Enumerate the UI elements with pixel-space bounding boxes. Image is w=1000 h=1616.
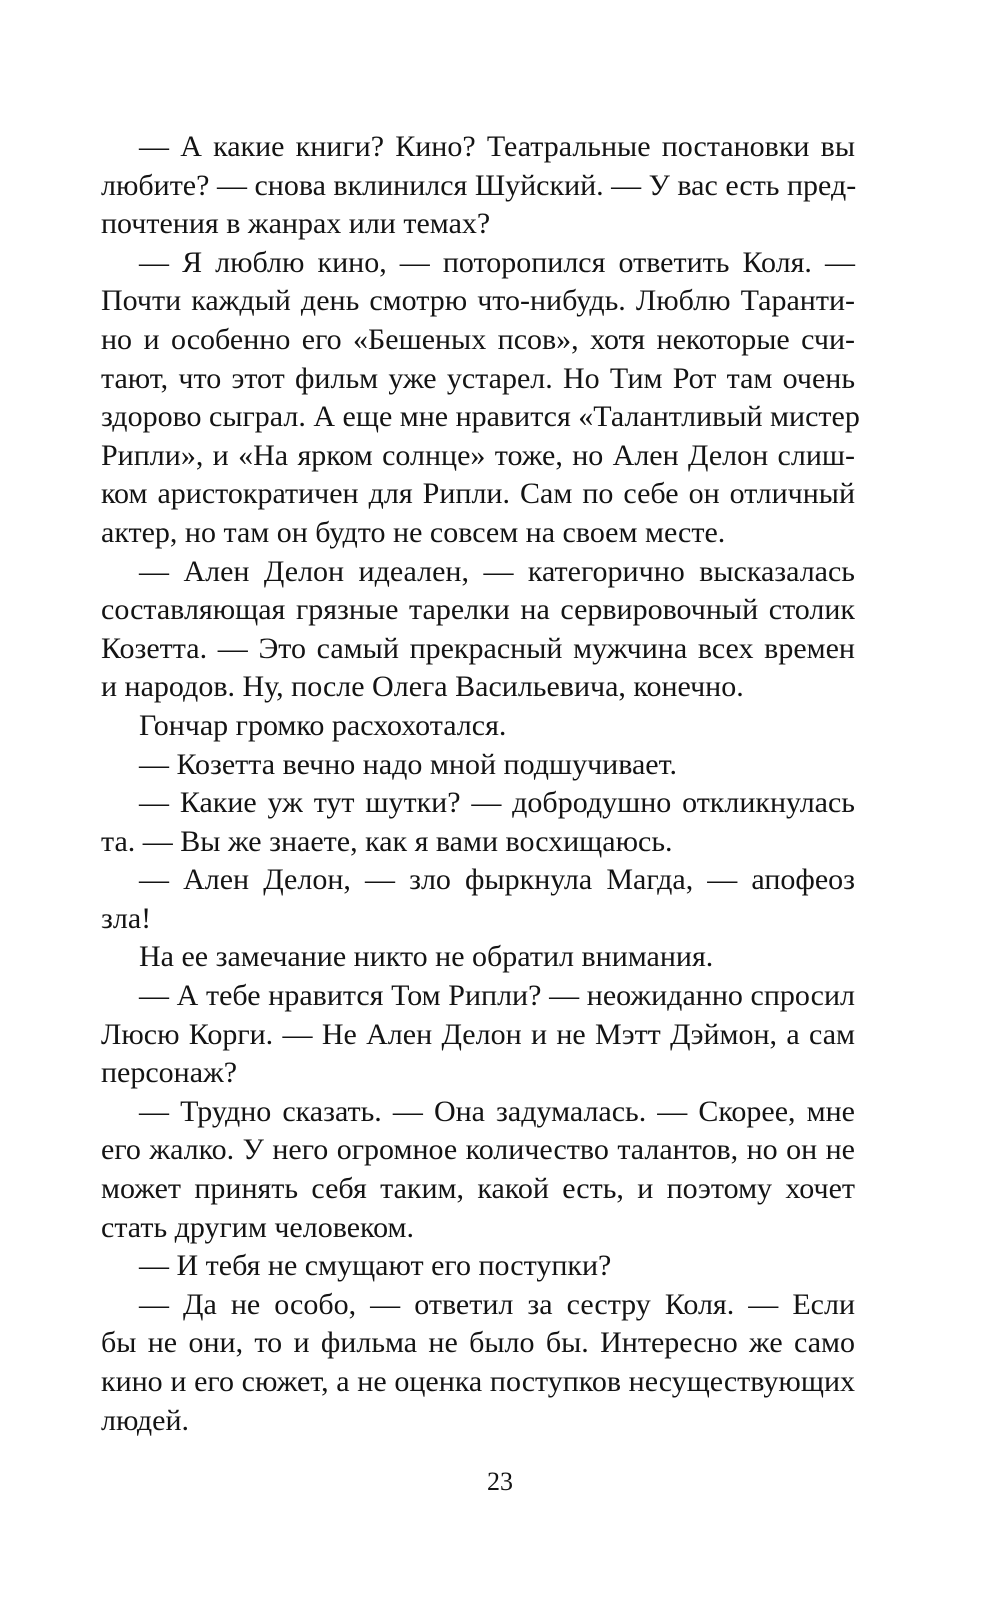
paragraph [101,938,855,977]
text-line: Почти каждый день смотрю что-нибудь. Люблю Таранти- [101,284,855,318]
text-line: актер, но там он будто не совсем на своем месте. [101,515,726,549]
paragraph [101,1247,855,1286]
text-line: — Какие уж тут шутки? — добродушно откликнулась [139,786,855,820]
text-line: составляющая грязные тарелки на сервировочный столик [101,593,855,627]
paragraph [101,707,855,746]
text-line: людей. [101,1403,189,1437]
paragraph [101,553,855,707]
text-line: — Да не особо, — ответил за сестру Коля. — Если [139,1287,855,1321]
text-line: — Ален Делон идеален, — категорично высказалась [139,554,855,588]
text-line: его жалко. У него огромное количество талантов, но он не [101,1133,855,1167]
text-line: та. — Вы же знаете, как я вами восхищаюсь. [101,824,673,858]
text-line: может принять себя таким, какой есть, и поэтому хочет [101,1172,855,1206]
text-line: На ее замечание никто не обратил внимания. [139,940,714,974]
text-line: Рипли», и «На ярком солнце» тоже, но Ален Делон слиш- [101,438,855,472]
page-number: 23 [487,1467,513,1496]
text-line: Гончар громко расхохотался. [139,708,507,742]
text-line: стать другим человеком. [101,1210,414,1244]
text-line: тают, что этот фильм уже устарел. Но Тим Рот там очень [101,361,855,395]
paragraph [101,746,855,785]
text-line: и народов. Ну, после Олега Васильевича, конечно. [101,670,744,704]
text-line: здорово сыграл. А еще мне нравится «Талантливый мистер [101,400,860,434]
text-line: почтения в жанрах или темах? [101,207,491,241]
text-line: персонаж? [101,1056,238,1090]
text-line: — Я люблю кино, — поторопился ответить Коля. — [139,245,855,279]
text-line: бы не они, то и фильма не было бы. Интересно же само [101,1326,855,1360]
text-line: но и особенно его «Бешеных псов», хотя некоторые счи- [101,322,855,356]
text-line: — И тебя не смущают его поступки? [139,1249,612,1283]
text-line: — Ален Делон, — зло фыркнула Магда, — апофеоз [139,863,855,897]
paragraph [101,977,855,1093]
text-line: Люсю Корги. — Не Ален Делон и не Мэтт Дэймон, а сам [101,1017,855,1051]
paragraph [101,1093,855,1247]
text-line: — А тебе нравится Том Рипли? — неожиданно спросил [139,979,855,1013]
text-line: — Козетта вечно надо мной подшучивает. [139,747,677,781]
paragraph [101,1286,855,1440]
text-line: — Трудно сказать. — Она задумалась. — Скорее, мне [139,1094,855,1128]
text-line: — А какие книги? Кино? Театральные постановки вы [139,130,855,163]
text-line: Козетта. — Это самый прекрасный мужчина всех времен [101,631,855,665]
paragraph [101,244,860,553]
text-line: любите? — снова вклинился Шуйский. — У вас есть пред- [101,168,857,202]
paragraph [101,861,855,938]
body-text [101,128,860,1440]
text-line: ком аристократичен для Рипли. Сам по себе он отличный [101,477,855,511]
text-line: кино и его сюжет, а не оценка поступков несуществующих [101,1365,855,1398]
paragraph [101,784,855,861]
text-line: зла! [101,901,152,935]
paragraph [101,128,855,244]
